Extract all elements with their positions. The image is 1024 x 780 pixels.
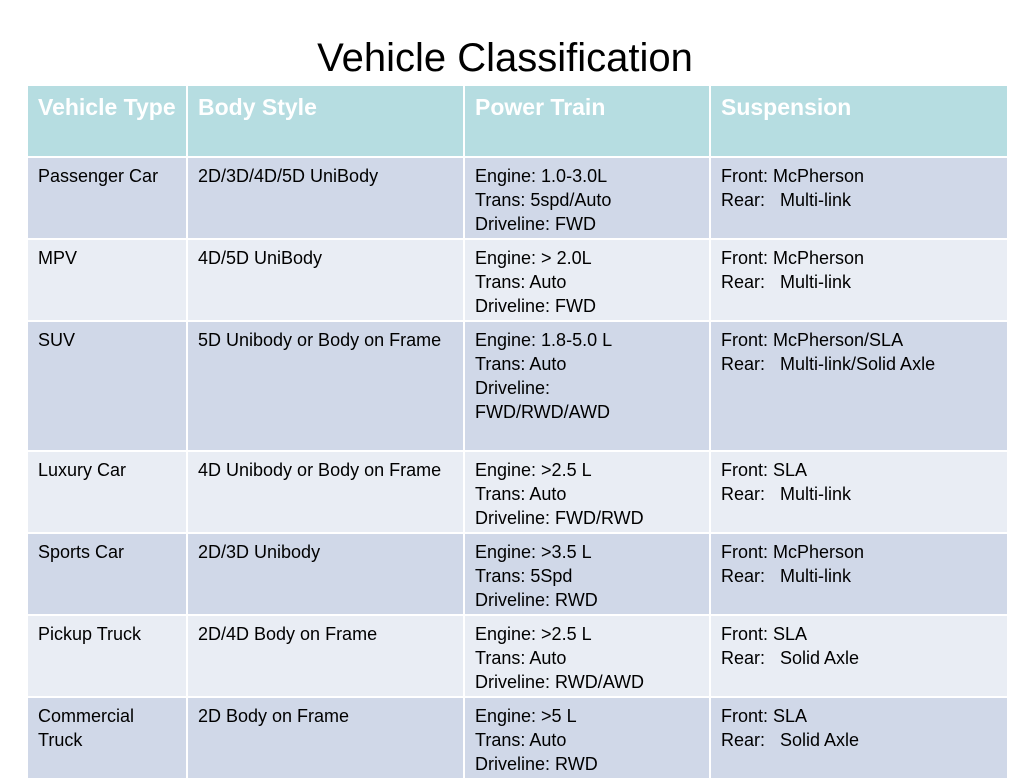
power-train-line: Trans: 5spd/Auto	[475, 190, 612, 210]
suspension-line: Rear: Multi-link	[721, 566, 852, 586]
table-row	[27, 533, 1008, 615]
table-header-row	[27, 85, 1008, 157]
vehicle-type-cell: Passenger Car	[27, 157, 187, 239]
suspension-line: Rear: Multi-link	[721, 190, 852, 210]
suspension-line: Front: SLA	[721, 706, 808, 726]
suspension-line: Front: McPherson	[721, 542, 865, 562]
suspension-line: Rear: Multi-link	[721, 272, 852, 292]
table-row	[27, 615, 1008, 697]
suspension-line: Front: McPherson/SLA	[721, 330, 904, 350]
suspension-line: Front: SLA	[721, 460, 808, 480]
power-train-line: Engine: >2.5 L	[475, 460, 592, 480]
suspension-line: Rear: Multi-link	[721, 484, 852, 504]
table-row	[27, 697, 1008, 779]
body-style-cell: 4D Unibody or Body on Frame	[187, 451, 464, 533]
suspension-cell	[710, 697, 1008, 779]
slide-title: Vehicle Classification	[317, 36, 693, 80]
power-train-line: Driveline: FWD	[475, 296, 597, 316]
header-power-train: Power Train	[464, 85, 710, 157]
power-train-cell	[464, 451, 710, 533]
vehicle-type-cell: Luxury Car	[27, 451, 187, 533]
power-train-cell	[464, 239, 710, 321]
power-train-line: Engine: 1.0-3.0L	[475, 166, 608, 186]
header-suspension: Suspension	[710, 85, 1008, 157]
suspension-line: Rear: Solid Axle	[721, 730, 860, 750]
power-train-line: Driveline: FWD/RWD	[475, 508, 644, 528]
suspension-line: Rear: Multi-link/Solid Axle	[721, 354, 936, 374]
power-train-line: Trans: 5Spd	[475, 566, 573, 586]
suspension-cell	[710, 615, 1008, 697]
table-row	[27, 321, 1008, 451]
power-train-line: Driveline:	[475, 378, 551, 398]
body-style-cell: 5D Unibody or Body on Frame	[187, 321, 464, 451]
body-style-cell: 2D/3D Unibody	[187, 533, 464, 615]
vehicle-type-cell: Sports Car	[27, 533, 187, 615]
power-train-line: Driveline: RWD/AWD	[475, 672, 645, 692]
power-train-line: Engine: 1.8-5.0 L	[475, 330, 613, 350]
suspension-cell	[710, 157, 1008, 239]
power-train-line: Trans: Auto	[475, 730, 567, 750]
suspension-cell	[710, 533, 1008, 615]
suspension-line: Front: McPherson	[721, 248, 865, 268]
power-train-line: Engine: > 2.0L	[475, 248, 592, 268]
vehicle-type-cell: MPV	[27, 239, 187, 321]
power-train-cell	[464, 321, 710, 451]
power-train-line: Driveline: RWD	[475, 590, 598, 610]
suspension-line: Rear: Solid Axle	[721, 648, 860, 668]
vehicle-type-cell: SUV	[27, 321, 187, 451]
power-train-cell	[464, 697, 710, 779]
suspension-line: Front: SLA	[721, 624, 808, 644]
suspension-line: Front: McPherson	[721, 166, 865, 186]
power-train-cell	[464, 533, 710, 615]
suspension-cell	[710, 239, 1008, 321]
power-train-cell	[464, 615, 710, 697]
power-train-line: Engine: >2.5 L	[475, 624, 592, 644]
power-train-line: FWD/RWD/AWD	[475, 402, 610, 422]
table-row	[27, 239, 1008, 321]
vehicle-type-cell: Commercial Truck	[27, 697, 187, 779]
power-train-line: Driveline: RWD	[475, 754, 598, 774]
body-style-cell: 2D/4D Body on Frame	[187, 615, 464, 697]
body-style-cell: 2D Body on Frame	[187, 697, 464, 779]
table-row	[27, 451, 1008, 533]
power-train-line: Trans: Auto	[475, 484, 567, 504]
body-style-cell: 4D/5D UniBody	[187, 239, 464, 321]
body-style-cell: 2D/3D/4D/5D UniBody	[187, 157, 464, 239]
power-train-line: Driveline: FWD	[475, 214, 597, 234]
power-train-line: Trans: Auto	[475, 648, 567, 668]
power-train-line: Engine: >3.5 L	[475, 542, 592, 562]
vehicle-classification-table	[26, 84, 1009, 780]
header-body-style: Body Style	[187, 85, 464, 157]
header-vehicle-type: Vehicle Type	[27, 85, 187, 157]
power-train-line: Engine: >5 L	[475, 706, 577, 726]
power-train-line: Trans: Auto	[475, 354, 567, 374]
suspension-cell	[710, 451, 1008, 533]
power-train-cell	[464, 157, 710, 239]
table-row	[27, 157, 1008, 239]
vehicle-type-cell: Pickup Truck	[27, 615, 187, 697]
suspension-cell	[710, 321, 1008, 451]
power-train-line: Trans: Auto	[475, 272, 567, 292]
